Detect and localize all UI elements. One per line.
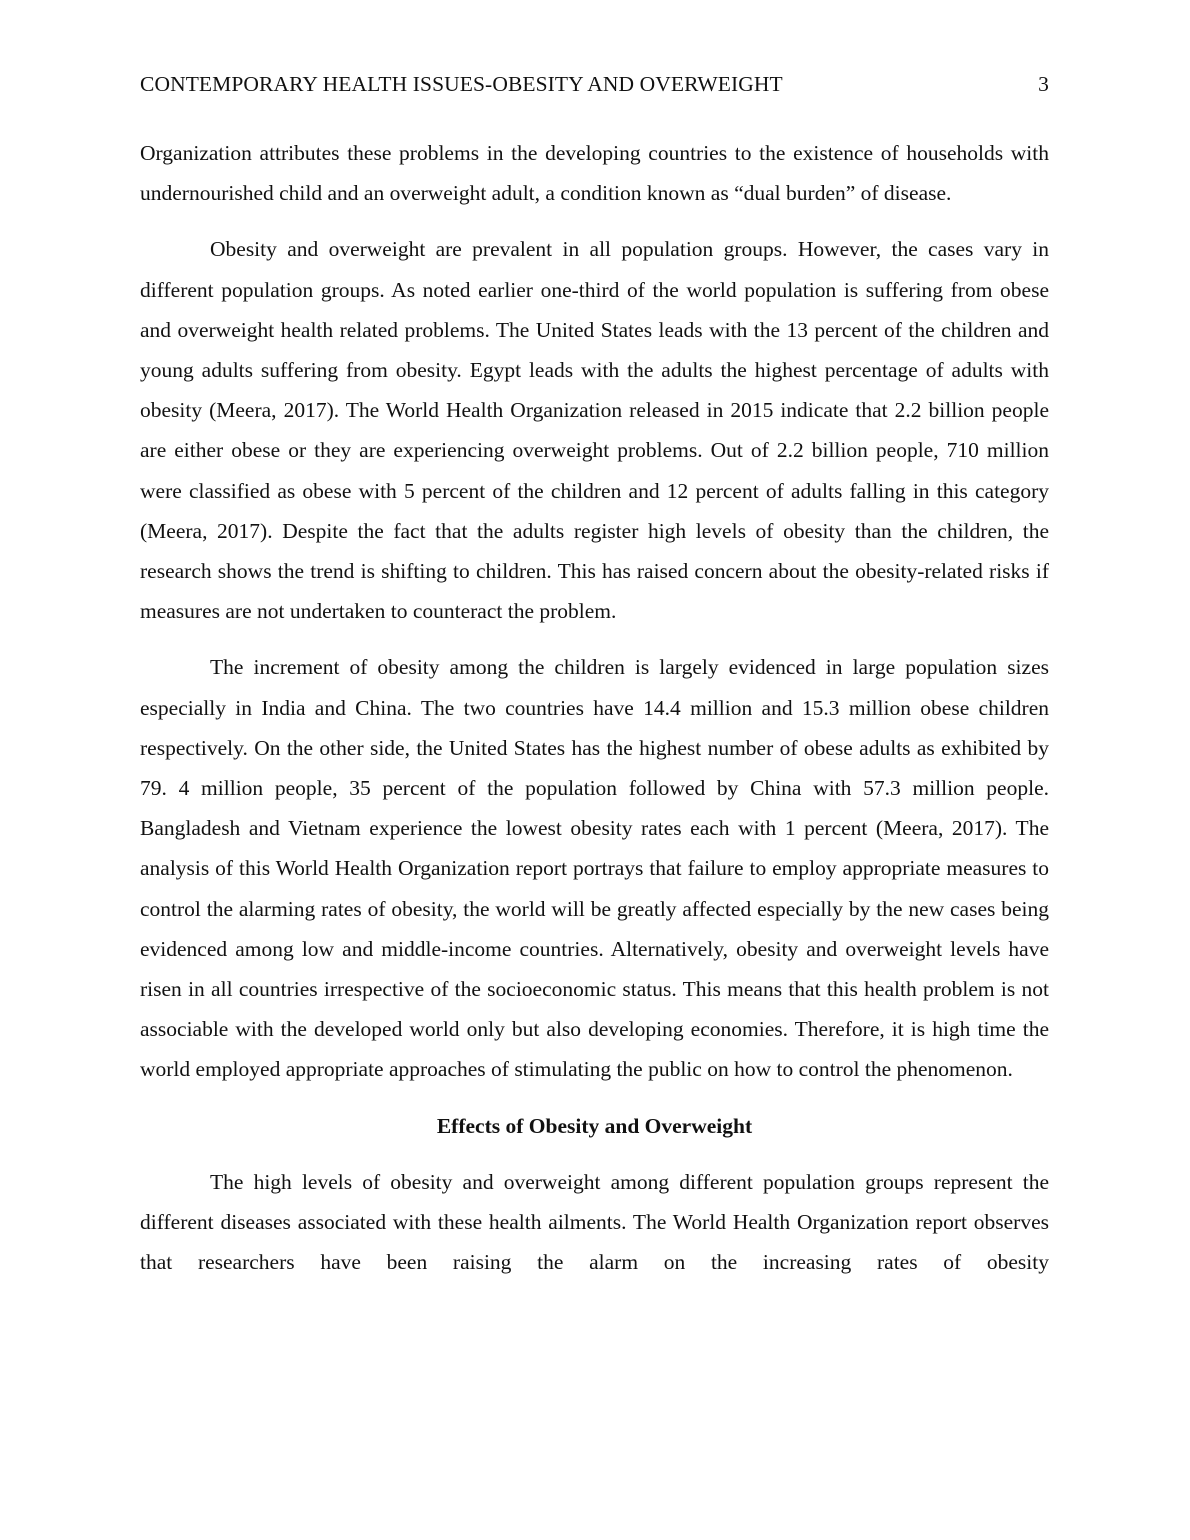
running-title: CONTEMPORARY HEALTH ISSUES-OBESITY AND OVERWEIGHT bbox=[140, 72, 783, 96]
paragraph-children-increment: The increment of obesity among the children is largely evidenced in large population sizes especially in India and China. The two countries have 14.4 million and 15.3 million obese children respectively. On the other side, the United States has the highest number of obese adults as exhibited by 79. 4 million people, 35 percent of the population followed by China with 57.3 million people. Bangladesh and Vietnam experience the lowest obesity rates each with 1 percent (Meera, 2017). The analysis of this World Health Organization report portrays that failure to employ appropriate measures to control the alarming rates of obesity, the world will be greatly affected especially by the new cases being evidenced among low and middle-income countries. Alternatively, obesity and overweight levels have risen in all countries irrespective of the socioeconomic status. This means that this health problem is not associable with the developed world only but also developing economies. Therefore, it is high time the world employed appropriate approaches of stimulating the public on how to control the phenomenon. bbox=[140, 655, 1049, 1082]
page-number: 3 bbox=[1038, 72, 1049, 96]
running-header bbox=[140, 70, 1049, 98]
section-heading: Effects of Obesity and Overweight bbox=[436, 1113, 753, 1138]
paragraph-continued: Organization attributes these problems in the developing countries to the existence of households with undernourished child and an overweight adult, a condition known as “dual burden” of disease. bbox=[140, 141, 1049, 206]
document-body bbox=[140, 133, 1049, 1298]
paragraph-prevalence: Obesity and overweight are prevalent in all population groups. However, the cases vary in different population groups. As noted earlier one-third of the world population is suffering from obese and overweight health related problems. The United States leads with the 13 percent of the children and young adults suffering from obesity. Egypt leads with the adults the highest percentage of adults with obesity (Meera, 2017). The World Health Organization released in 2015 indicate that 2.2 billion people are either obese or they are experiencing overweight problems. Out of 2.2 billion people, 710 million were classified as obese with 5 percent of the children and 12 percent of adults falling in this category (Meera, 2017). Despite the fact that the adults register high levels of obesity than the children, the research shows the trend is shifting to children. This has raised concern about the obesity-related risks if measures are not undertaken to counteract the problem. bbox=[140, 237, 1049, 624]
paragraph-effects: The high levels of obesity and overweight among different population groups represent the different diseases associated with these health ailments. The World Health Organization report observes that researchers have been raising the alarm on the increasing rates of obesity bbox=[140, 1169, 1049, 1275]
